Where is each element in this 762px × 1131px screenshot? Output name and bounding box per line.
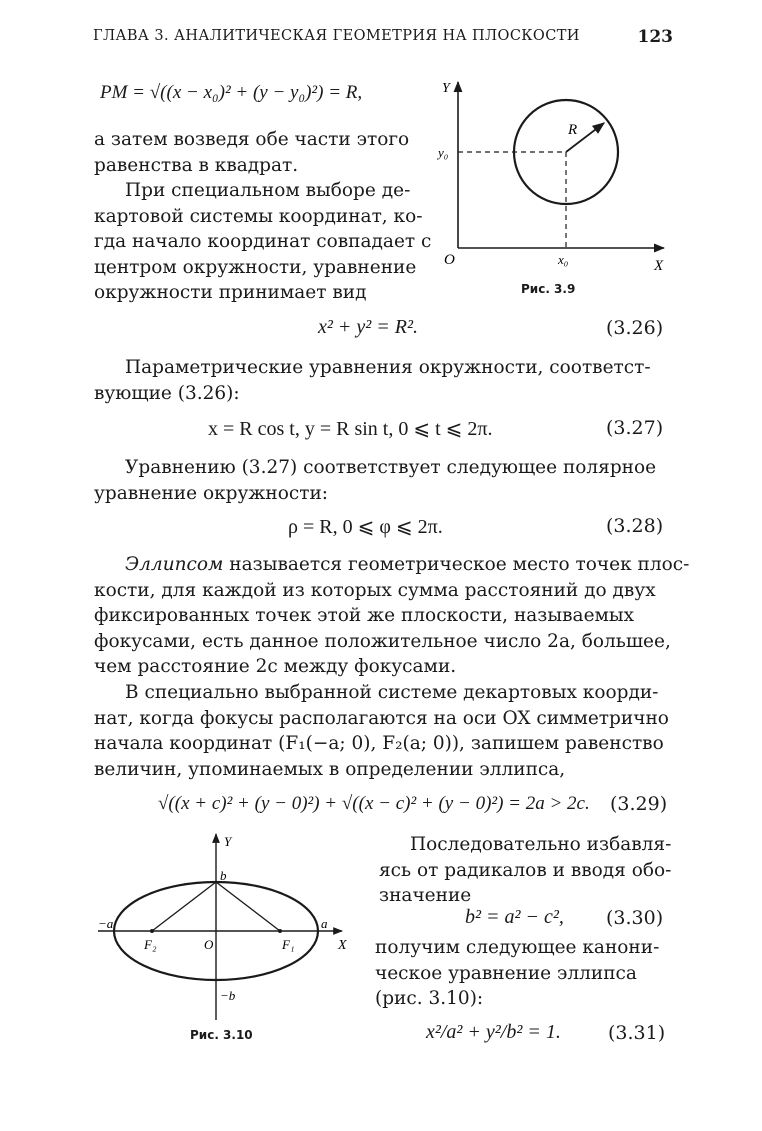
focus-f2-point: [150, 929, 154, 933]
f1-label: F₁: [282, 937, 295, 952]
x-axis-label: X: [338, 938, 347, 953]
a-label: a: [321, 916, 328, 931]
radius-label: R: [568, 122, 578, 138]
text-line: окружности принимает вид: [94, 282, 367, 303]
bottom-text-block-2: [375, 935, 659, 1012]
text-line: уравнение окружности:: [94, 482, 329, 504]
text-line: величин, упоминаемых в определении эллипса,: [94, 758, 566, 780]
equation-3-31: x²/a² + y²/b² = 1.: [426, 1021, 561, 1043]
y-axis-label: Y: [442, 81, 450, 96]
text-fragment: называется геометрическое место точек плос-: [223, 554, 690, 575]
text-line: гда начало координат совпадает с: [94, 231, 432, 252]
text-line: ческое уравнение эллипса: [375, 962, 637, 984]
equation-number-3-27: (3.27): [606, 417, 664, 439]
text-line: ясь от радикалов и вводя обо-: [379, 859, 672, 881]
text-line: центром окружности, уравнение: [94, 256, 417, 278]
b-label: b: [220, 868, 227, 883]
text-line: вующие (3.26):: [94, 382, 240, 404]
minus-b-label: −b: [220, 988, 236, 1003]
equation-3-28: ρ = R, 0 ⩽ φ ⩽ 2π.: [288, 516, 443, 538]
figure-3-10: [92, 828, 362, 1028]
text-line: фокусами, есть данное положительное число 2a, большее,: [94, 630, 671, 652]
coordinates-paragraph: [94, 680, 669, 782]
text-line: значение: [379, 885, 472, 906]
equation-number-3-31: (3.31): [608, 1022, 666, 1044]
focus-f1-point: [278, 929, 282, 933]
polar-paragraph: [94, 455, 656, 506]
bottom-text-block-1: [379, 832, 671, 909]
ellipse-definition-paragraph: [94, 552, 689, 680]
text-line: Параметрические уравнения окружности, соответст-: [125, 357, 651, 378]
x0-label: x₀: [558, 252, 569, 267]
term-ellipse: Эллипсом: [125, 554, 224, 575]
text-line: равенства в квадрат.: [94, 154, 299, 176]
x-axis-label: X: [654, 258, 664, 274]
equation-3-26: x² + y² = R².: [318, 316, 418, 338]
equation-3-30: b² = a² − c²,: [465, 906, 564, 928]
text-line: (рис. 3.10):: [375, 988, 484, 1009]
text-line: Последовательно избавля-: [410, 834, 672, 855]
equation-number-3-29: (3.29): [610, 793, 668, 815]
y-axis-label: Y: [224, 834, 232, 849]
text-line: чем расстояние 2c между фокусами.: [94, 656, 457, 677]
text-line: фиксированных точек этой же плоскости, называемых: [94, 605, 635, 626]
parametric-paragraph: [94, 355, 651, 406]
minus-a-label: −a: [98, 916, 114, 931]
text-line: картовой системы координат, ко-: [94, 205, 423, 227]
top-text-block: [94, 127, 431, 306]
f2-label: F₂: [144, 937, 157, 952]
text-line: При специальном выборе де-: [125, 180, 411, 201]
text-line: нат, когда фокусы располагаются на оси OX симметрично: [94, 707, 669, 729]
equation-number-3-30: (3.30): [606, 907, 664, 929]
figure-3-9: [418, 76, 678, 296]
figure-3-9-caption: Рис. 3.9: [521, 282, 576, 296]
text-line: В специально выбранной системе декартовых коорди-: [125, 682, 659, 703]
formula-pm: PM = √((x − x₀)² + (y − y₀)²) = R,: [100, 82, 363, 103]
origin-label: O: [204, 937, 214, 952]
y0-label: y₀: [438, 145, 449, 160]
equation-number-3-28: (3.28): [606, 515, 664, 537]
page-number: 123: [637, 27, 673, 47]
text-line: получим следующее канони-: [375, 937, 660, 958]
running-head: ГЛАВА 3. АНАЛИТИЧЕСКАЯ ГЕОМЕТРИЯ НА ПЛОСКОСТИ: [93, 28, 580, 44]
origin-label: O: [444, 252, 455, 268]
text-line: [94, 552, 689, 578]
text-line: кости, для каждой из которых сумма расстояний до двух: [94, 579, 656, 601]
equation-3-27: x = R cos t, y = R sin t, 0 ⩽ t ⩽ 2π.: [208, 418, 493, 440]
text-line: начала координат (F₁(−a; 0), F₂(a; 0)), запишем равенство: [94, 733, 664, 754]
equation-number-3-26: (3.26): [606, 317, 664, 339]
text-line: Уравнению (3.27) соответствует следующее полярное: [125, 457, 657, 478]
equation-3-29: √((x + c)² + (y − 0)²) + √((x − c)² + (y − 0)²) = 2a > 2c.: [158, 793, 590, 814]
text-line: а затем возведя обе части этого: [94, 129, 410, 150]
page-header: [93, 28, 673, 52]
figure-3-10-caption: Рис. 3.10: [190, 1028, 253, 1042]
